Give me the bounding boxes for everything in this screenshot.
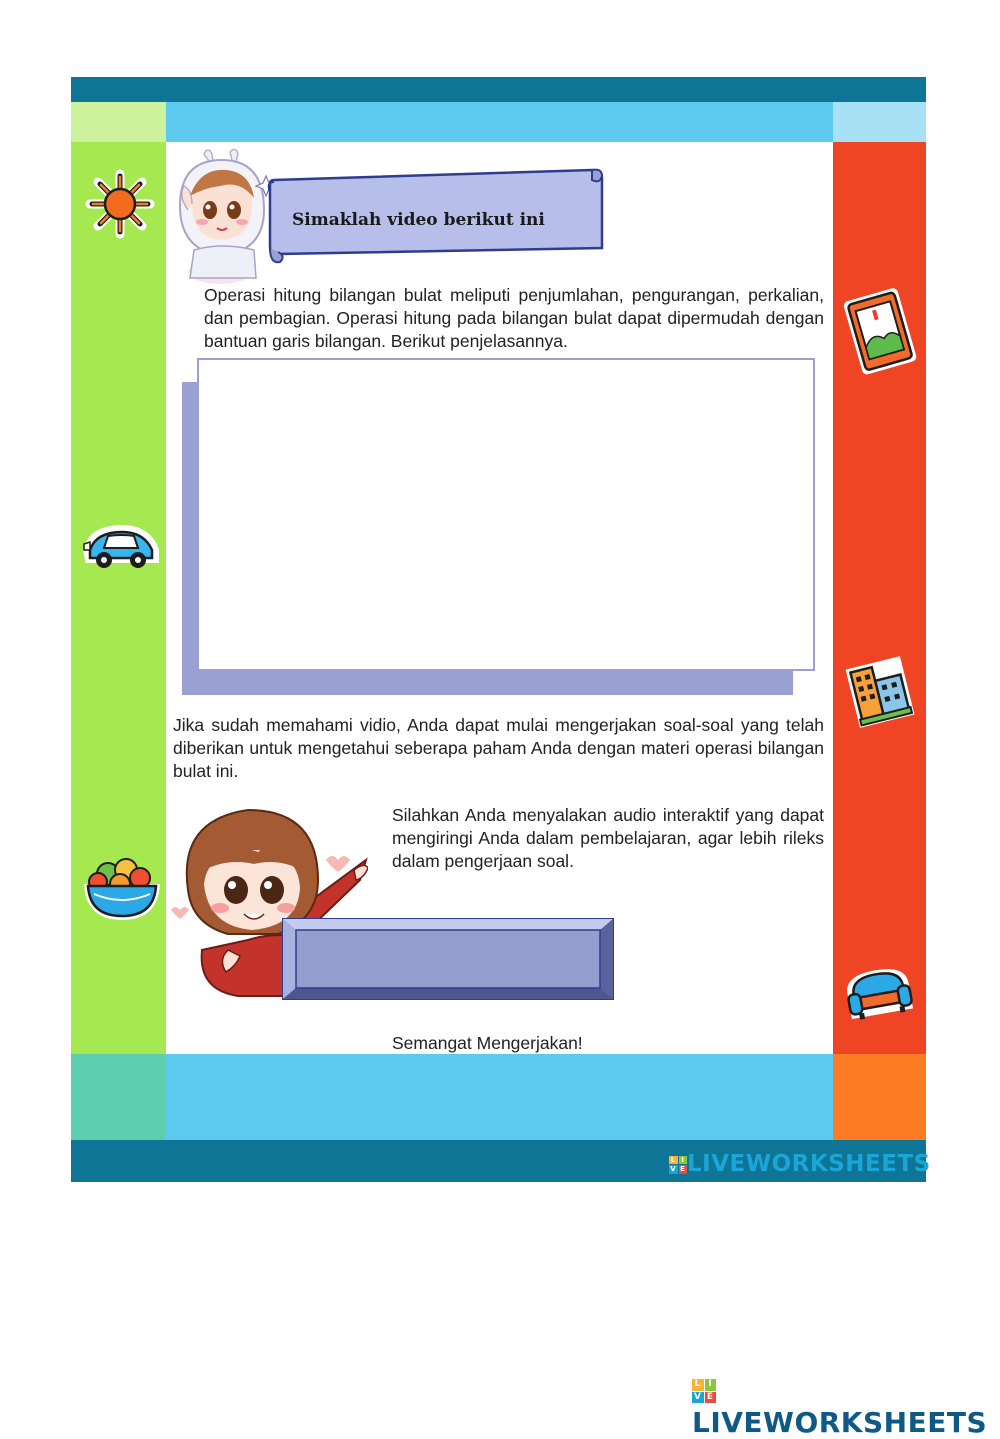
sun-icon [82, 168, 158, 240]
instruction-paragraph: Jika sudah memahami vidio, Anda dapat mulai mengerjakan soal-soal yang telah diberikan untuk mengetahui seberapa paham Anda dengan materi operasi bilangan bulat ini. [173, 715, 824, 781]
right-sidebar [833, 142, 926, 1054]
building-icon [842, 652, 918, 730]
frame-bottom-right-block [833, 1054, 926, 1140]
brand-name: LIVEWORKSHEETS [692, 1406, 988, 1439]
frame-top-bar [71, 77, 926, 102]
tablet-icon [840, 285, 922, 377]
chibi-hoodie-character [170, 146, 280, 286]
frame-bottom-center-block [166, 1054, 833, 1140]
brand-mark-icon: L I V E [692, 1379, 716, 1403]
banner-title: Simaklah video berikut ini [292, 210, 545, 230]
brand-name: LIVEWORKSHEETS [687, 1151, 931, 1177]
page-brand-logo[interactable] [692, 1373, 1000, 1439]
frame-top-center-block [166, 102, 833, 142]
sofa-icon [842, 962, 916, 1026]
audio-player[interactable] [282, 918, 614, 1000]
intro-paragraph: Operasi hitung bilangan bulat meliputi penjumlahan, pengurangan, perkalian, dan pembagian. Operasi hitung pada bilangan bulat dapat dipermudah dengan bantuan garis bilangan. Berikut penjelasannya. [204, 285, 824, 351]
frame-brand-logo [669, 1151, 931, 1177]
car-icon [82, 520, 162, 574]
video-embed-area[interactable] [197, 358, 815, 671]
frame-bottom-left-block [71, 1054, 166, 1140]
audio-paragraph: Silahkan Anda menyalakan audio interaktif yang dapat mengiringi Anda dalam pembelajaran, agar lebih rileks dalam pengerjaan soal. [392, 805, 824, 871]
closing-text: Semangat Mengerjakan! [392, 1033, 583, 1053]
fruit-bowl-icon [80, 850, 164, 924]
frame-top-right-block [833, 102, 926, 142]
brand-mark-icon: L I V E [670, 1155, 686, 1173]
frame-top-left-block [71, 102, 166, 142]
